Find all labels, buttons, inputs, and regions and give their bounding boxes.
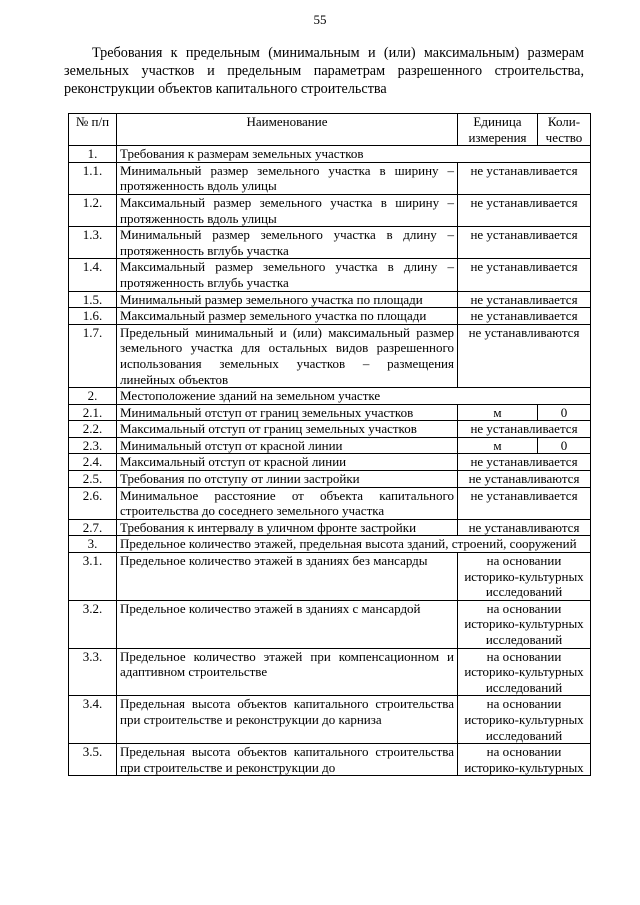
row-name: Минимальный размер земельного участка по площади bbox=[117, 291, 458, 308]
row-number: 1. bbox=[69, 146, 117, 163]
table-row bbox=[69, 194, 591, 226]
row-number: 1.4. bbox=[69, 259, 117, 291]
header-num: № п/п bbox=[69, 114, 117, 146]
section-row bbox=[69, 146, 591, 163]
row-number: 3. bbox=[69, 536, 117, 553]
row-value: не устанавливаются bbox=[458, 471, 591, 488]
row-value: не устанавливается bbox=[458, 162, 591, 194]
row-number: 3.3. bbox=[69, 648, 117, 696]
row-value: не устанавливается bbox=[458, 194, 591, 226]
row-number: 1.6. bbox=[69, 308, 117, 325]
row-name: Предельная высота объектов капитального строительства при строительстве и реконструкции до bbox=[117, 744, 458, 776]
row-number: 3.4. bbox=[69, 696, 117, 744]
row-number: 1.7. bbox=[69, 324, 117, 387]
row-number: 1.1. bbox=[69, 162, 117, 194]
header-name: Наименование bbox=[117, 114, 458, 146]
row-name: Предельное количество этажей в зданиях с мансардой bbox=[117, 600, 458, 648]
row-value: на основании историко-культурных исследований bbox=[458, 600, 591, 648]
row-number: 2. bbox=[69, 388, 117, 405]
table-row bbox=[69, 259, 591, 291]
row-unit: м bbox=[458, 404, 538, 421]
row-value: не устанавливается bbox=[458, 454, 591, 471]
row-number: 2.3. bbox=[69, 437, 117, 454]
row-value: не устанавливается bbox=[458, 308, 591, 325]
row-value: не устанавливаются bbox=[458, 324, 591, 387]
row-name: Минимальный отступ от красной линии bbox=[117, 437, 458, 454]
row-quantity: 0 bbox=[538, 437, 591, 454]
row-number: 3.5. bbox=[69, 744, 117, 776]
table-row bbox=[69, 648, 591, 696]
row-name: Местоположение зданий на земельном участке bbox=[117, 388, 591, 405]
row-name: Минимальный размер земельного участка в длину – протяженность вглубь участка bbox=[117, 227, 458, 259]
table-row bbox=[69, 404, 591, 421]
row-name: Максимальный отступ от красной линии bbox=[117, 454, 458, 471]
table-row bbox=[69, 437, 591, 454]
row-number: 2.7. bbox=[69, 519, 117, 536]
row-number: 2.1. bbox=[69, 404, 117, 421]
requirements-table bbox=[68, 113, 591, 776]
page-number: 55 bbox=[313, 12, 327, 27]
row-value: на основании историко-культурных исследований bbox=[458, 553, 591, 601]
table-row bbox=[69, 744, 591, 776]
row-name: Минимальное расстояние от объекта капитального строительства до соседнего земельного участка bbox=[117, 487, 458, 519]
row-name: Предельный минимальный и (или) максимальный размер земельного участка для остальных видов разрешенного использования земельных участков – размещения линейных объектов bbox=[117, 324, 458, 387]
table-row bbox=[69, 519, 591, 536]
table-body bbox=[69, 146, 591, 776]
table-row bbox=[69, 696, 591, 744]
row-name: Максимальный размер земельного участка по площади bbox=[117, 308, 458, 325]
table-row bbox=[69, 291, 591, 308]
row-unit: м bbox=[458, 437, 538, 454]
row-name: Максимальный размер земельного участка в длину – протяженность вглубь участка bbox=[117, 259, 458, 291]
document-heading: Требования к предельным (минимальным и (или) максимальным) размерам земельных участков и предельным параметрам разрешенного строительства, реконструкции объектов капитального строительства bbox=[64, 45, 584, 97]
row-value: на основании историко-культурных исследований bbox=[458, 696, 591, 744]
row-value: не устанавливаются bbox=[458, 519, 591, 536]
header-unit: Единица измерения bbox=[458, 114, 538, 146]
table-row bbox=[69, 227, 591, 259]
row-number: 3.1. bbox=[69, 553, 117, 601]
row-value: не устанавливается bbox=[458, 259, 591, 291]
row-value: на основании историко-культурных bbox=[458, 744, 591, 776]
row-value: не устанавливается bbox=[458, 421, 591, 438]
row-name: Максимальный размер земельного участка в ширину – протяженность вдоль улицы bbox=[117, 194, 458, 226]
header-qty: Коли-чество bbox=[538, 114, 591, 146]
row-name: Требования к размерам земельных участков bbox=[117, 146, 591, 163]
row-value: не устанавливается bbox=[458, 487, 591, 519]
table-row bbox=[69, 308, 591, 325]
row-number: 1.5. bbox=[69, 291, 117, 308]
row-quantity: 0 bbox=[538, 404, 591, 421]
row-name: Минимальный размер земельного участка в ширину – протяженность вдоль улицы bbox=[117, 162, 458, 194]
table-row bbox=[69, 471, 591, 488]
table-row bbox=[69, 553, 591, 601]
table-row bbox=[69, 162, 591, 194]
section-row bbox=[69, 536, 591, 553]
row-name: Максимальный отступ от границ земельных участков bbox=[117, 421, 458, 438]
row-number: 2.2. bbox=[69, 421, 117, 438]
table-row bbox=[69, 454, 591, 471]
row-number: 3.2. bbox=[69, 600, 117, 648]
row-number: 1.3. bbox=[69, 227, 117, 259]
table-header-row bbox=[69, 114, 591, 146]
row-number: 2.4. bbox=[69, 454, 117, 471]
row-number: 2.6. bbox=[69, 487, 117, 519]
section-row bbox=[69, 388, 591, 405]
row-name: Требования к интервалу в уличном фронте застройки bbox=[117, 519, 458, 536]
table-row bbox=[69, 487, 591, 519]
row-name: Предельное количество этажей, предельная высота зданий, строений, сооружений bbox=[117, 536, 591, 553]
row-name: Предельное количество этажей в зданиях без мансарды bbox=[117, 553, 458, 601]
row-number: 1.2. bbox=[69, 194, 117, 226]
table-row bbox=[69, 421, 591, 438]
row-name: Предельная высота объектов капитального строительства при строительстве и реконструкции до карниза bbox=[117, 696, 458, 744]
row-name: Минимальный отступ от границ земельных участков bbox=[117, 404, 458, 421]
table-row bbox=[69, 600, 591, 648]
table-row bbox=[69, 324, 591, 387]
row-value: не устанавливается bbox=[458, 227, 591, 259]
row-value: на основании историко-культурных исследований bbox=[458, 648, 591, 696]
row-name: Предельное количество этажей при компенсационном и адаптивном строительстве bbox=[117, 648, 458, 696]
row-number: 2.5. bbox=[69, 471, 117, 488]
row-value: не устанавливается bbox=[458, 291, 591, 308]
row-name: Требования по отступу от линии застройки bbox=[117, 471, 458, 488]
